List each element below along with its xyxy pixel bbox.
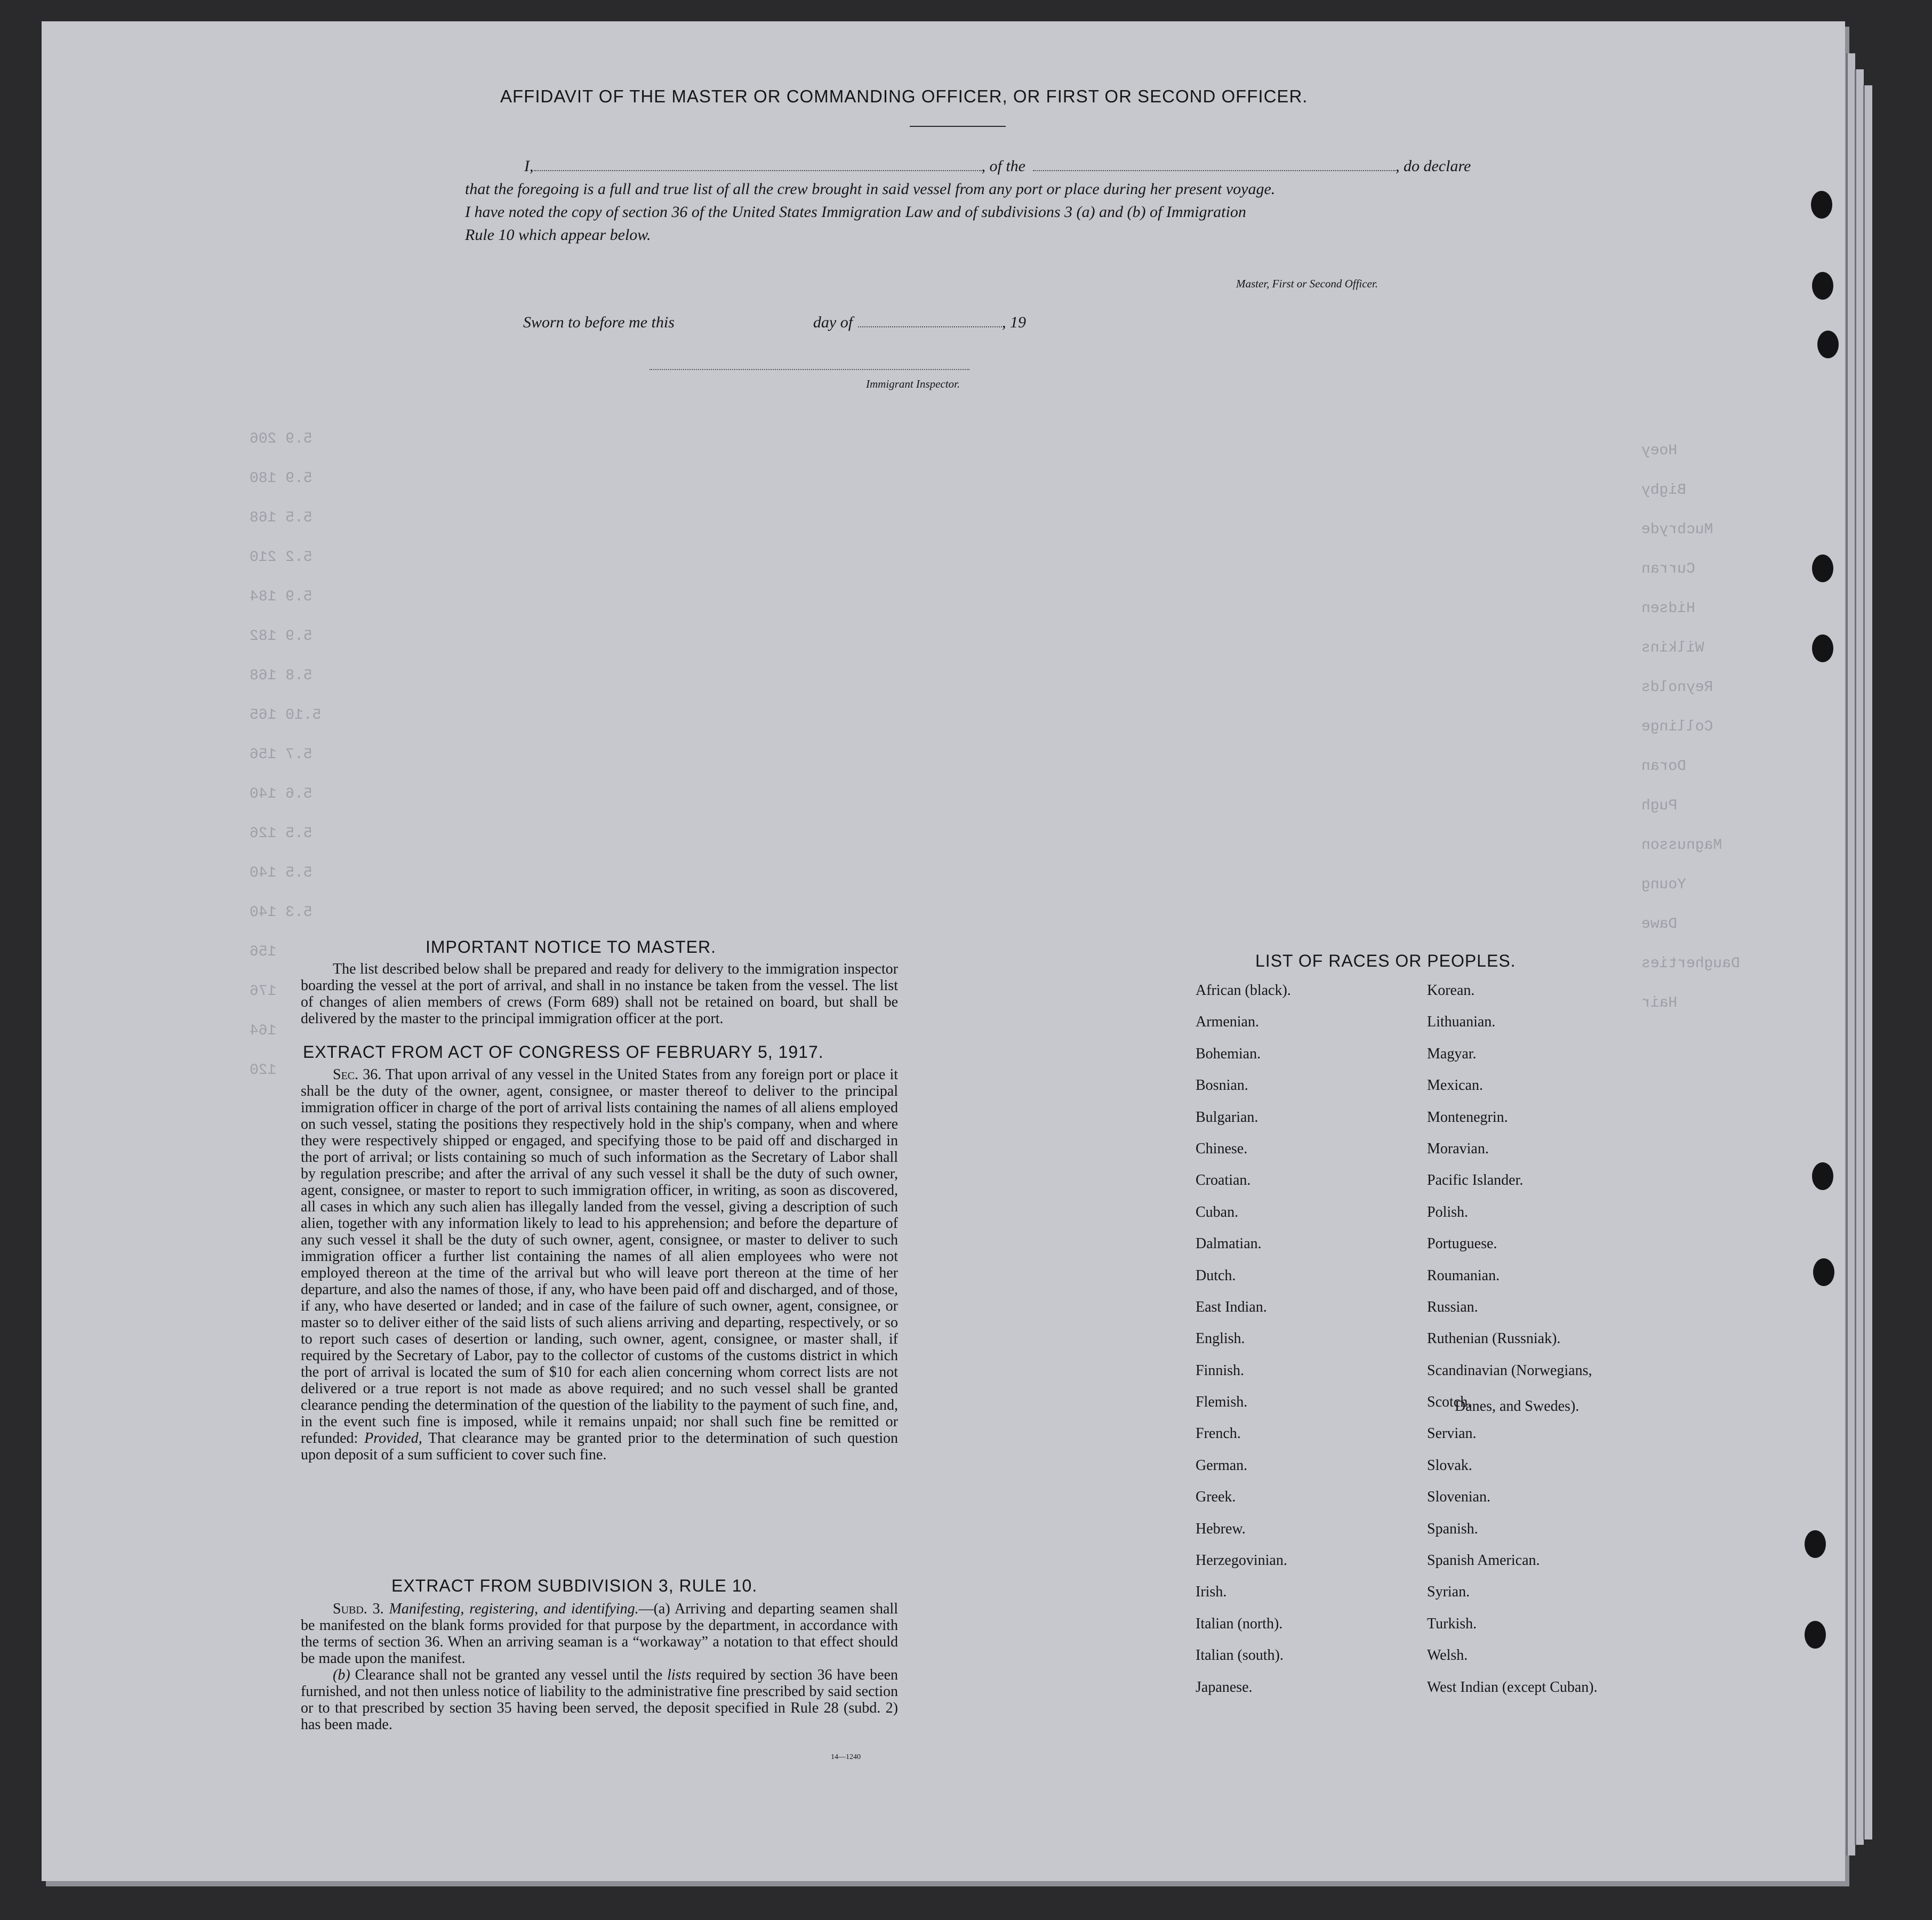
bleed-through-height: 5.9 184 bbox=[250, 589, 312, 605]
race-item: Finnish. bbox=[1196, 1362, 1245, 1379]
bleed-through-name: Young bbox=[1641, 877, 1687, 893]
race-item: Ruthenian (Russniak). bbox=[1427, 1330, 1561, 1347]
affidavit-i-label: I, bbox=[524, 157, 534, 175]
race-item: Roumanian. bbox=[1427, 1267, 1500, 1284]
act-extract-title: EXTRACT FROM ACT OF CONGRESS OF FEBRUARY 5, 1917. bbox=[303, 1042, 824, 1062]
bleed-through-height: 5.7 156 bbox=[250, 746, 312, 763]
page-edge bbox=[1855, 69, 1864, 1845]
year-label: , 19 bbox=[1002, 314, 1027, 331]
title-rule bbox=[910, 126, 1006, 127]
race-item: German. bbox=[1196, 1457, 1248, 1474]
subd-heading: Manifesting, registering, and identifying. bbox=[389, 1601, 639, 1617]
section-label: Sec. 36. bbox=[333, 1066, 382, 1083]
bleed-through-height: 176 bbox=[250, 983, 277, 1000]
race-item: Bohemian. bbox=[1196, 1045, 1261, 1062]
bleed-through-name: Doran bbox=[1641, 758, 1687, 775]
bleed-through-height: 5.9 206 bbox=[250, 431, 312, 447]
bleed-through-name: Hoey bbox=[1641, 443, 1678, 459]
race-item: Armenian. bbox=[1196, 1014, 1259, 1031]
document-page bbox=[42, 21, 1845, 1881]
race-item: Servian. bbox=[1427, 1425, 1477, 1442]
bleed-through-height: 5.9 180 bbox=[250, 470, 312, 487]
race-item: Japanese. bbox=[1196, 1678, 1253, 1696]
bleed-through-height: 5.9 182 bbox=[250, 628, 312, 645]
race-item: Flemish. bbox=[1196, 1394, 1248, 1411]
bleed-through-name: Collinge bbox=[1641, 719, 1713, 735]
bleed-through-height: 164 bbox=[250, 1023, 277, 1039]
bleed-through-name: Dawe bbox=[1641, 916, 1678, 933]
race-item: Herzegovinian. bbox=[1196, 1552, 1287, 1569]
punch-hole bbox=[1813, 1258, 1834, 1286]
bleed-through-name: Mucbryde bbox=[1641, 521, 1713, 538]
race-item: Mexican. bbox=[1427, 1077, 1483, 1094]
race-item: Polish. bbox=[1427, 1203, 1469, 1220]
race-item: Spanish. bbox=[1427, 1520, 1478, 1537]
page-edge bbox=[1846, 53, 1855, 1855]
race-item: Magyar. bbox=[1427, 1045, 1477, 1062]
act-extract-text bbox=[301, 1066, 898, 1463]
affidavit-line-4: Rule 10 which appear below. bbox=[465, 226, 651, 244]
bleed-through-height: 5.3 140 bbox=[250, 904, 312, 921]
race-item: Syrian. bbox=[1427, 1584, 1470, 1601]
bleed-through-name: Wilkins bbox=[1641, 640, 1704, 656]
race-item: Scotch. bbox=[1427, 1394, 1472, 1411]
rule-para-b bbox=[301, 1667, 898, 1733]
punch-hole bbox=[1811, 191, 1832, 219]
rule-para-b-2: required by section 36 have been furnished, and not then unless notice of liability to the administrative fine prescribed by said section or to that prescribed by section 35 having been served, the deposit specified in Rule 28 (subd. 2) has been made. bbox=[301, 1667, 899, 1733]
section-body: That upon arrival of any vessel in the United States from any foreign port or place it shall be the duty of the owner, agent, consignee, or master thereof to deliver to the principal immigration officer in charge of the port of arrival lists containing the names of all aliens employed on such vessel, stating the positions they respectively hold in the ship's company, when and where they were respectively shipped or engaged, and specifying those to be paid off and discharged in the port of arrival; or lists containing so much of such information as the Secretary of Labor shall by regulation prescribe; and after the arrival of any such vessel it shall be the duty of such owner, agent, consignee, or master to report to such immigration officer, in writing, as soon as discovered, all cases in which any such alien has illegally landed from the vessel, giving a description of such alien, together with any information likely to lead to his apprehension; and before the departure of any such vessel it shall be the duty of such owner, agent, consignee, or master to deliver to such immigration officer a further list containing the names of all alien employees who were not employed thereon at the time of the arrival but who will leave port thereon at the time of her departure, and also the names of those, if any, who have been paid off and discharged, and of those, if any, who have deserted or landed; and in case of the failure of such owner, agent, consignee, or master so to deliver either of the said lists of such aliens arriving and departing, respectively, or so to report such cases of desertion or landing, such owner, agent, consignee, or master shall, if required by the Secretary of Labor, pay to the collector of customs of the customs district in which the port of arrival is located the sum of $10 for each alien concerning whom correct lists are not delivered or a true report is not made as above required; and no such vessel shall be granted clearance pending the determination of the question of the liability to the payment of such fine, and, in the event such fine is imposed, while it remains unpaid; nor shall such fine be remitted or refunded: bbox=[301, 1066, 898, 1447]
affidavit-line-1 bbox=[524, 157, 1471, 175]
races-title: LIST OF RACES OR PEOPLES. bbox=[1255, 951, 1516, 970]
bleed-through-name: Daugherties bbox=[1641, 955, 1740, 972]
race-item: Lithuanian. bbox=[1427, 1014, 1496, 1031]
sworn-label: Sworn to before me this bbox=[523, 314, 675, 331]
race-item: Moravian. bbox=[1427, 1140, 1489, 1157]
punch-hole bbox=[1817, 331, 1839, 358]
bleed-through-name: Bigby bbox=[1641, 482, 1687, 499]
month-blank bbox=[858, 314, 1002, 327]
bleed-through-height: 5.2 210 bbox=[250, 549, 312, 566]
races-column-2 bbox=[1427, 982, 1598, 1710]
race-item: Slovenian. bbox=[1427, 1489, 1490, 1506]
bleed-through-height: 5.10 165 bbox=[250, 707, 322, 724]
affidavit-line-2: that the foregoing is a full and true list of all the crew brought in said vessel from any port or place during her present voyage. bbox=[465, 180, 1276, 198]
race-item: Bosnian. bbox=[1196, 1077, 1248, 1094]
race-item: Spanish American. bbox=[1427, 1552, 1540, 1569]
punch-hole bbox=[1805, 1621, 1826, 1649]
race-item: Italian (north). bbox=[1196, 1615, 1283, 1632]
bleed-through-name: Hair bbox=[1641, 995, 1678, 1011]
scandinavian-continuation: Danes, and Swedes). bbox=[1455, 1398, 1580, 1415]
name-blank bbox=[534, 157, 982, 171]
vessel-blank bbox=[1033, 157, 1396, 171]
bleed-through-height: 5.6 140 bbox=[250, 786, 312, 802]
punch-hole bbox=[1812, 1162, 1833, 1190]
bleed-through-height: 120 bbox=[250, 1062, 277, 1079]
rule-para-a-body: —(a) Arriving and departing seamen shall be manifested on the blank forms provided for that purpose by the department, in accordance with the terms of section 36. When an arriving seaman is a “workaway” a notation to that effect should be made upon the manifest. bbox=[301, 1601, 898, 1667]
inspector-signature-line bbox=[650, 369, 969, 370]
para-b-label: (b) bbox=[333, 1667, 350, 1683]
race-item: Montenegrin. bbox=[1427, 1108, 1508, 1126]
proviso-label: Provided, bbox=[364, 1430, 422, 1447]
race-item: English. bbox=[1196, 1330, 1245, 1347]
rule-extract-title: EXTRACT FROM SUBDIVISION 3, RULE 10. bbox=[391, 1576, 758, 1595]
race-item: Greek. bbox=[1196, 1489, 1236, 1506]
race-item: Korean. bbox=[1427, 982, 1475, 999]
subd-label: Subd. 3. bbox=[333, 1601, 384, 1617]
affidavit-declare-label: , do declare bbox=[1396, 157, 1471, 175]
race-item: Pacific Islander. bbox=[1427, 1172, 1524, 1189]
race-item: Chinese. bbox=[1196, 1140, 1248, 1157]
race-item: Cuban. bbox=[1196, 1203, 1239, 1220]
bleed-through-name: Reynolds bbox=[1641, 679, 1713, 696]
affidavit-title: AFFIDAVIT OF THE MASTER OR COMMANDING OFFICER, OR FIRST OR SECOND OFFICER. bbox=[500, 86, 1308, 106]
punch-hole bbox=[1812, 555, 1833, 582]
race-item: Turkish. bbox=[1427, 1615, 1477, 1632]
bleed-through-name: Magnusson bbox=[1641, 837, 1722, 854]
race-item: Italian (south). bbox=[1196, 1647, 1284, 1664]
bleed-through-name: Hidsen bbox=[1641, 600, 1695, 617]
bleed-through-name: Curran bbox=[1641, 561, 1695, 577]
race-item: West Indian (except Cuban). bbox=[1427, 1678, 1598, 1696]
rule-para-b-1: Clearance shall not be granted any vessel until the bbox=[355, 1667, 663, 1683]
day-of-label: day of bbox=[813, 314, 853, 331]
affidavit-line-3: I have noted the copy of section 36 of the United States Immigration Law and of subdivisions 3 (a) and (b) of Immigration bbox=[465, 203, 1246, 221]
notice-title: IMPORTANT NOTICE TO MASTER. bbox=[426, 937, 716, 957]
rule-para-a bbox=[301, 1601, 898, 1667]
form-number: 14—1240 bbox=[831, 1753, 861, 1761]
race-item: Dutch. bbox=[1196, 1267, 1236, 1284]
race-item: Dalmatian. bbox=[1196, 1235, 1262, 1252]
punch-hole bbox=[1812, 272, 1833, 300]
race-item: Welsh. bbox=[1427, 1647, 1468, 1664]
race-item: Portuguese. bbox=[1427, 1235, 1497, 1252]
bleed-through-height: 5.5 140 bbox=[250, 865, 312, 881]
page-edge bbox=[1863, 85, 1872, 1839]
sworn-line bbox=[523, 314, 1026, 332]
race-item: Croatian. bbox=[1196, 1172, 1251, 1189]
race-item: Bulgarian. bbox=[1196, 1108, 1258, 1126]
race-item: Hebrew. bbox=[1196, 1520, 1246, 1537]
affidavit-of-the-label: , of the bbox=[981, 157, 1025, 175]
day-blank bbox=[680, 314, 813, 327]
bleed-through-height: 5.5 168 bbox=[250, 510, 312, 526]
section-body-end: That clearance may be granted prior to the determination of such question upon deposit of a sum sufficient to cover such fine. bbox=[301, 1430, 898, 1463]
signature-label: Master, First or Second Officer. bbox=[1236, 277, 1378, 290]
race-item: East Indian. bbox=[1196, 1298, 1267, 1315]
lists-word: lists bbox=[667, 1667, 692, 1683]
bleed-through-height: 5.8 168 bbox=[250, 668, 312, 684]
races-column-1 bbox=[1196, 982, 1291, 1710]
punch-hole bbox=[1805, 1530, 1826, 1558]
race-item: Scandinavian (Norwegians, bbox=[1427, 1362, 1592, 1379]
bleed-through-name: Pugh bbox=[1641, 798, 1678, 814]
race-item: Irish. bbox=[1196, 1584, 1227, 1601]
bleed-through-height: 5.5 126 bbox=[250, 825, 312, 842]
notice-text: The list described below shall be prepared and ready for delivery to the immigration inspector boarding the vessel at the port of arrival, and shall in no instance be taken from the vessel. The list of changes of alien members of crews (Form 689) shall not be retained on board, but shall be delivered by the master to the principal immigration officer at the port. bbox=[301, 961, 898, 1027]
race-item: Russian. bbox=[1427, 1298, 1478, 1315]
race-item: African (black). bbox=[1196, 982, 1291, 999]
race-item: Slovak. bbox=[1427, 1457, 1472, 1474]
race-item: French. bbox=[1196, 1425, 1241, 1442]
bleed-through-height: 156 bbox=[250, 944, 277, 960]
inspector-label: Immigrant Inspector. bbox=[866, 377, 960, 390]
punch-hole bbox=[1812, 634, 1833, 662]
